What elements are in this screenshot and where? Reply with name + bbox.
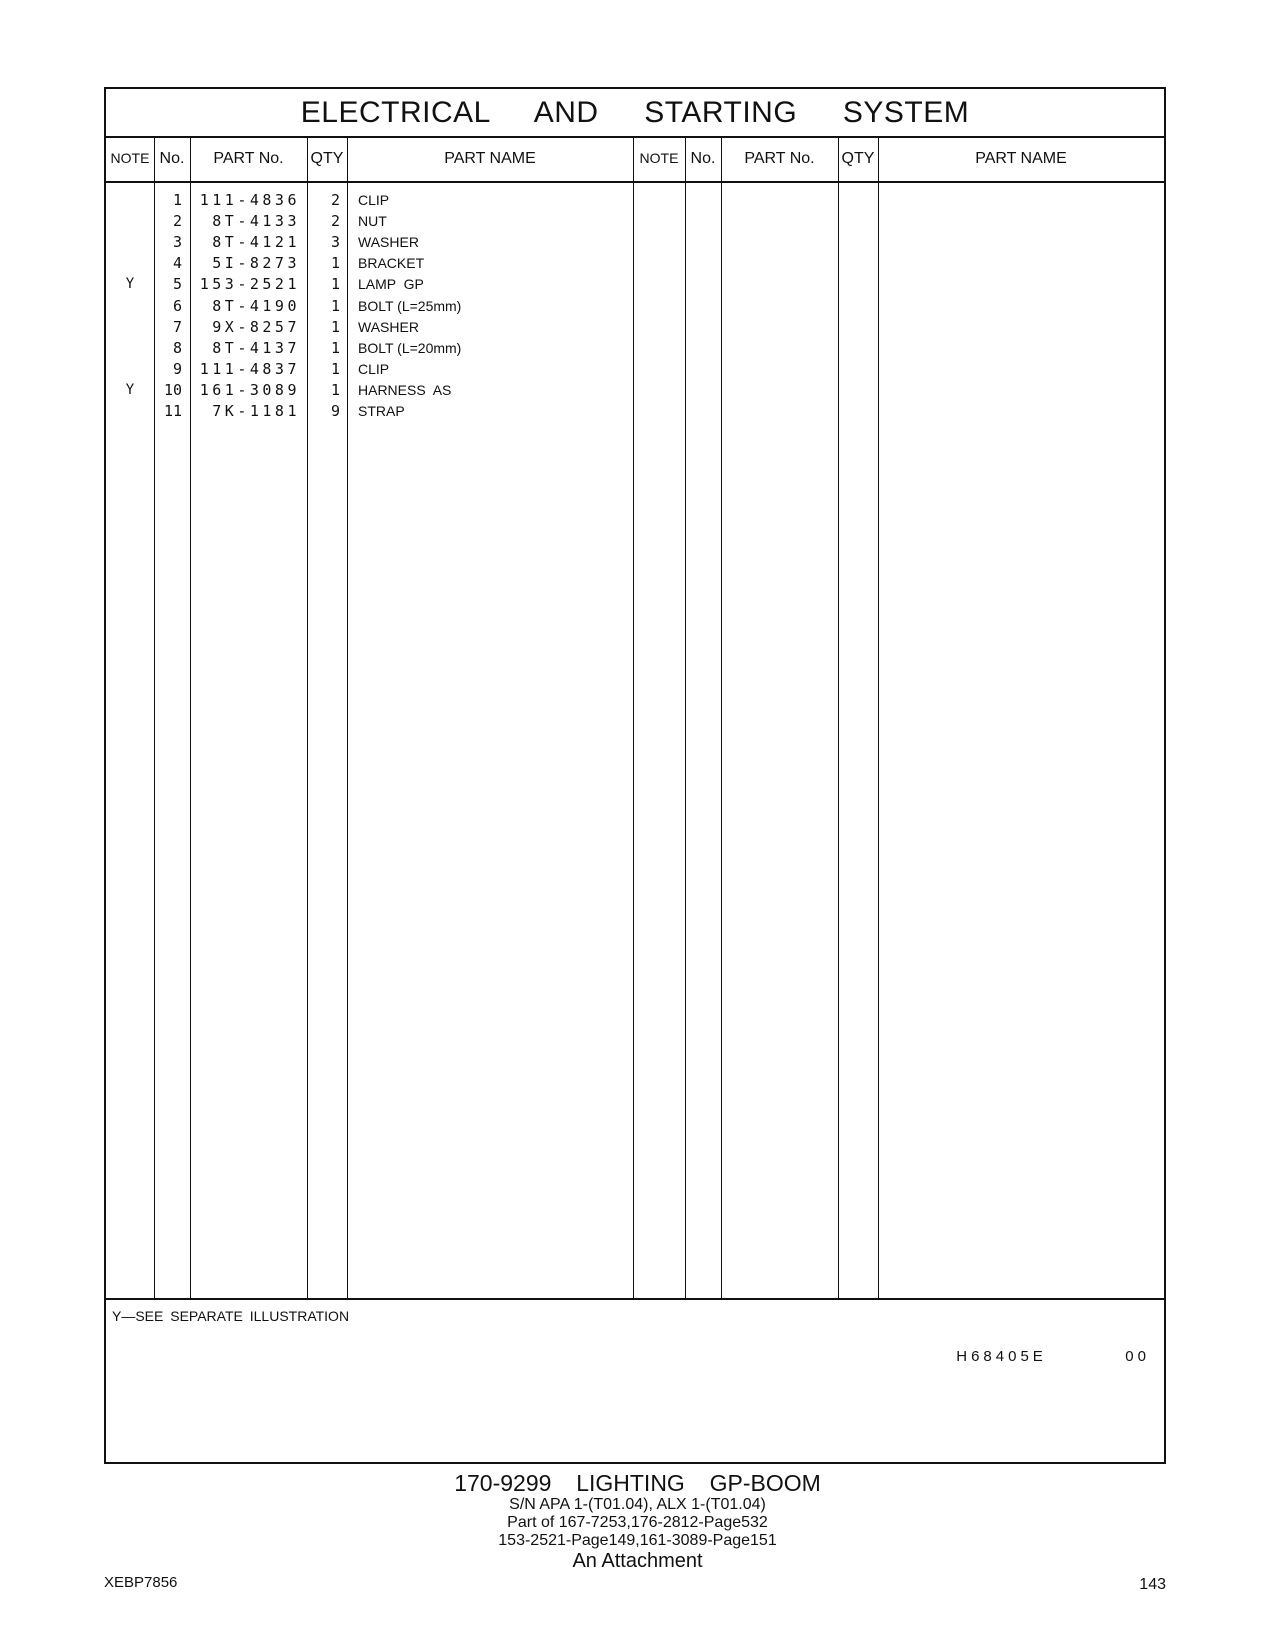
row-item-no: 11 <box>163 402 182 420</box>
row-qty: 1 <box>330 338 340 357</box>
table-row <box>106 231 1164 253</box>
row-item-no: 4 <box>172 254 182 273</box>
row-part-name: BRACKET <box>358 255 425 272</box>
row-item-no: 6 <box>172 296 182 315</box>
row-part-name: BOLT (L=25mm) <box>358 297 462 314</box>
table-row <box>106 252 1164 274</box>
row-qty: 3 <box>330 233 340 252</box>
row-note <box>106 189 154 211</box>
row-note <box>106 400 154 422</box>
table-row <box>106 337 1164 359</box>
row-qty: 1 <box>330 275 340 294</box>
row-part-no: 5I-8273 <box>212 254 300 273</box>
row-part-no: 7K-1181 <box>212 402 300 420</box>
row-part-no: 111-4836 <box>199 191 300 209</box>
caption-attachment: An Attachment <box>572 1550 703 1572</box>
row-note <box>106 210 154 232</box>
table-row <box>106 379 1164 401</box>
header-part-name-right: PART NAME <box>975 150 1067 167</box>
row-part-name: STRAP <box>358 403 405 419</box>
row-part-name: CLIP <box>358 360 390 377</box>
header-part-name-left: PART NAME <box>444 150 536 167</box>
row-note <box>106 316 154 338</box>
table-row <box>106 189 1164 211</box>
row-qty: 9 <box>330 402 340 420</box>
caption-serial-line: S/N APA 1-(T01.04), ALX 1-(T01.04) <box>509 1496 766 1513</box>
row-part-no: 161-3089 <box>199 380 300 399</box>
caption-reference-line: 153-2521-Page149,161-3089-Page151 <box>498 1532 777 1549</box>
row-part-name: BOLT (L=20mm) <box>358 339 462 356</box>
header-note-right: NOTE <box>639 150 679 166</box>
row-qty: 1 <box>330 359 340 378</box>
row-item-no: 9 <box>172 359 182 378</box>
row-qty: 1 <box>330 296 340 315</box>
row-item-no: 3 <box>172 233 182 252</box>
row-part-no: 111-4837 <box>199 359 300 378</box>
row-part-name: WASHER <box>358 318 419 335</box>
table-row <box>106 210 1164 232</box>
row-note: Y <box>125 381 135 398</box>
table-row <box>106 316 1164 338</box>
row-note: Y <box>125 276 135 293</box>
row-part-no: 8T-4137 <box>212 338 300 357</box>
header-no-right: No. <box>690 150 716 167</box>
row-part-name: WASHER <box>358 234 419 251</box>
row-qty: 2 <box>330 191 340 209</box>
page-number: 143 <box>1139 1576 1166 1593</box>
caption-title: 170-9299 LIGHTING GP-BOOM <box>454 1470 821 1496</box>
row-qty: 1 <box>330 254 340 273</box>
row-part-no: 8T-4190 <box>212 296 300 315</box>
row-item-no: 10 <box>163 380 182 399</box>
row-part-name: NUT <box>358 213 387 230</box>
header-part-no-right: PART No. <box>744 150 815 167</box>
document-id: XEBP7856 <box>104 1574 178 1591</box>
table-body <box>106 181 1164 1298</box>
table-footer <box>106 1298 1164 1466</box>
header-qty-left: QTY <box>310 150 344 167</box>
row-item-no: 7 <box>172 317 182 336</box>
header-qty-right: QTY <box>841 150 875 167</box>
row-note <box>106 337 154 359</box>
parts-table-frame <box>104 87 1166 1464</box>
row-part-no: 9X-8257 <box>212 317 300 336</box>
table-row <box>106 295 1164 317</box>
table-row <box>106 400 1164 422</box>
table-row <box>106 273 1164 295</box>
row-item-no: 8 <box>172 338 182 357</box>
row-item-no: 1 <box>172 191 182 209</box>
drawing-code: H68405E 00 <box>956 1348 1150 1365</box>
footnote: Y—SEE SEPARATE ILLUSTRATION <box>112 1308 350 1324</box>
row-part-no: 153-2521 <box>199 275 300 294</box>
caption-block <box>0 1470 1275 1572</box>
header-no-left: No. <box>159 150 185 167</box>
row-qty: 2 <box>330 212 340 231</box>
row-item-no: 5 <box>172 275 182 294</box>
row-part-name: CLIP <box>358 192 390 208</box>
header-note-left: NOTE <box>110 150 150 166</box>
header-part-no-left: PART No. <box>213 150 284 167</box>
row-part-name: HARNESS AS <box>358 381 452 398</box>
row-note <box>106 252 154 274</box>
row-qty: 1 <box>330 380 340 399</box>
table-header <box>106 136 1164 183</box>
row-note <box>106 358 154 380</box>
row-note <box>106 295 154 317</box>
row-qty: 1 <box>330 317 340 336</box>
caption-part-of-line: Part of 167-7253,176-2812-Page532 <box>507 1514 768 1531</box>
row-item-no: 2 <box>172 212 182 231</box>
row-part-name: LAMP GP <box>358 276 424 293</box>
section-title: ELECTRICAL AND STARTING SYSTEM <box>106 89 1164 138</box>
row-part-no: 8T-4133 <box>212 212 300 231</box>
row-note <box>106 231 154 253</box>
row-part-no: 8T-4121 <box>212 233 300 252</box>
table-row <box>106 358 1164 380</box>
